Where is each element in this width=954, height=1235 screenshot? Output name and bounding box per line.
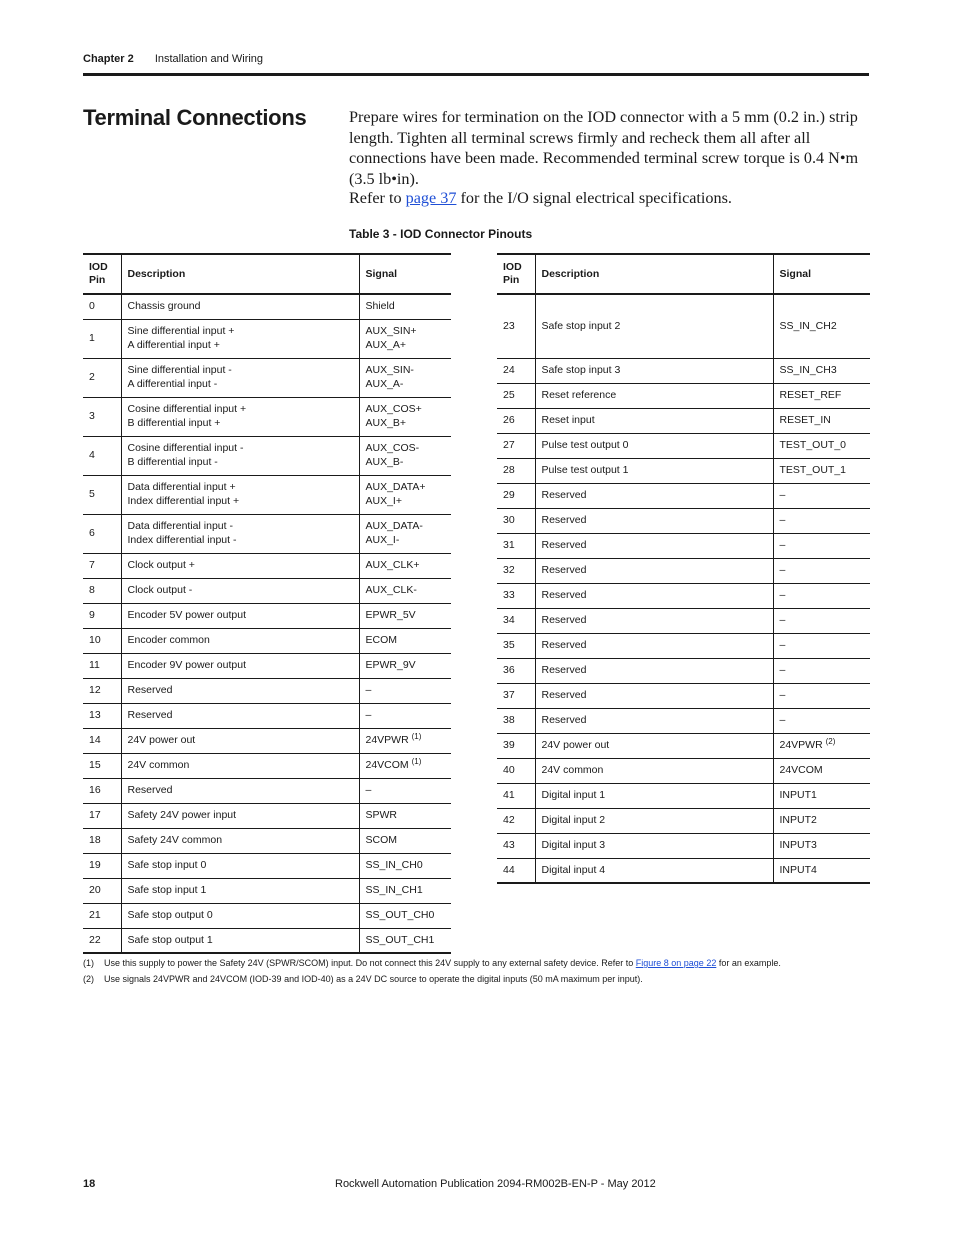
- signal-value: EPWR_9V: [365, 658, 416, 671]
- description-cell: Sine differential input + A differential input +: [121, 319, 359, 358]
- signal-value: AUX_COS- AUX_B-: [365, 442, 420, 468]
- signal-cell: [359, 853, 451, 878]
- pin-cell: 42: [497, 808, 535, 833]
- signal-cell: [359, 475, 451, 514]
- signal-value: –: [365, 708, 372, 721]
- table-row: [497, 358, 870, 383]
- signal-cell: [359, 628, 451, 653]
- description-cell: Reset input: [535, 408, 773, 433]
- pin-cell: 2: [83, 358, 121, 397]
- refer-text-before: Refer to: [349, 189, 406, 207]
- header-divider: [83, 73, 869, 76]
- table-row: [497, 533, 870, 558]
- description-cell: Data differential input - Index differential input -: [121, 514, 359, 553]
- signal-cell: [773, 583, 870, 608]
- signal-value: AUX_CLK+: [365, 558, 420, 571]
- description-cell: 24V power out: [121, 728, 359, 753]
- pin-cell: 30: [497, 508, 535, 533]
- table-row: [497, 858, 870, 883]
- description-cell: Digital input 4: [535, 858, 773, 883]
- pin-cell: 22: [83, 928, 121, 953]
- signal-value: –: [779, 538, 786, 551]
- signal-value: TEST_OUT_0: [779, 438, 847, 451]
- table-row: [497, 483, 870, 508]
- table-row: [83, 436, 451, 475]
- table-row: [83, 514, 451, 553]
- signal-value: SPWR: [365, 808, 397, 821]
- pin-cell: 13: [83, 703, 121, 728]
- table-row: [83, 803, 451, 828]
- header-signal: Signal: [773, 254, 870, 294]
- signal-cell: [773, 558, 870, 583]
- pin-cell: 19: [83, 853, 121, 878]
- signal-cell: [773, 808, 870, 833]
- description-cell: Safe stop input 3: [535, 358, 773, 383]
- header-pin: IOD Pin: [497, 254, 535, 294]
- pin-cell: 25: [497, 383, 535, 408]
- signal-value: INPUT4: [779, 863, 817, 876]
- table-row: [497, 458, 870, 483]
- pin-cell: 27: [497, 433, 535, 458]
- description-cell: Digital input 1: [535, 783, 773, 808]
- description-cell: Sine differential input - A differential input -: [121, 358, 359, 397]
- pin-cell: 36: [497, 658, 535, 683]
- table-row: [83, 778, 451, 803]
- pin-cell: 15: [83, 753, 121, 778]
- table-row: [83, 397, 451, 436]
- table-caption: Table 3 - IOD Connector Pinouts: [349, 227, 533, 241]
- pin-cell: 0: [83, 294, 121, 319]
- table-row: [83, 603, 451, 628]
- signal-value: INPUT1: [779, 788, 817, 801]
- table-row: [83, 753, 451, 778]
- table-row: [83, 578, 451, 603]
- chapter-title: Installation and Wiring: [154, 53, 264, 65]
- signal-cell: [359, 903, 451, 928]
- description-cell: Encoder common: [121, 628, 359, 653]
- table-row: [497, 294, 870, 358]
- table-row: [497, 783, 870, 808]
- pin-cell: 18: [83, 828, 121, 853]
- description-cell: Pulse test output 1: [535, 458, 773, 483]
- pin-cell: 34: [497, 608, 535, 633]
- signal-cell: [359, 703, 451, 728]
- signal-cell: [773, 833, 870, 858]
- signal-value: RESET_REF: [779, 388, 842, 401]
- table-row: [83, 903, 451, 928]
- table-row: [497, 558, 870, 583]
- table-row: [83, 294, 451, 319]
- description-cell: Reserved: [121, 703, 359, 728]
- signal-cell: [359, 514, 451, 553]
- figure-8-link[interactable]: Figure 8 on page 22: [635, 958, 717, 968]
- pin-cell: 38: [497, 708, 535, 733]
- signal-value: 24VCOM: [365, 758, 409, 771]
- pin-cell: 29: [497, 483, 535, 508]
- signal-value: TEST_OUT_1: [779, 463, 847, 476]
- table-row: [83, 828, 451, 853]
- pin-cell: 23: [497, 294, 535, 358]
- description-cell: Safe stop input 0: [121, 853, 359, 878]
- signal-cell: [359, 436, 451, 475]
- signal-cell: [359, 603, 451, 628]
- signal-value: –: [779, 613, 786, 626]
- footnote-ref: (2): [825, 736, 836, 746]
- table-row: [497, 708, 870, 733]
- description-cell: Reserved: [535, 683, 773, 708]
- description-cell: Reserved: [535, 583, 773, 608]
- footnote-ref: (1): [411, 731, 422, 741]
- signal-value: EPWR_5V: [365, 608, 416, 621]
- pin-cell: 44: [497, 858, 535, 883]
- table-row: [83, 358, 451, 397]
- table-row: [497, 633, 870, 658]
- description-cell: Reserved: [535, 658, 773, 683]
- description-cell: Chassis ground: [121, 294, 359, 319]
- description-cell: Reserved: [535, 633, 773, 658]
- signal-value: SS_OUT_CH1: [365, 933, 435, 946]
- signal-value: SS_IN_CH3: [779, 363, 837, 376]
- pin-cell: 41: [497, 783, 535, 808]
- description-cell: Reset reference: [535, 383, 773, 408]
- pin-cell: 4: [83, 436, 121, 475]
- signal-value: INPUT3: [779, 838, 817, 851]
- description-cell: Data differential input + Index differential input +: [121, 475, 359, 514]
- signal-cell: [773, 683, 870, 708]
- pin-cell: 14: [83, 728, 121, 753]
- description-cell: Safety 24V power input: [121, 803, 359, 828]
- pin-cell: 28: [497, 458, 535, 483]
- description-cell: Cosine differential input + B differential input +: [121, 397, 359, 436]
- pin-cell: 20: [83, 878, 121, 903]
- signal-cell: [773, 483, 870, 508]
- table-row: [497, 808, 870, 833]
- signal-value: SS_IN_CH0: [365, 858, 423, 871]
- signal-cell: [359, 678, 451, 703]
- table-row: [497, 733, 870, 758]
- table-row: [83, 678, 451, 703]
- table-header-row: [497, 254, 870, 294]
- pin-cell: 11: [83, 653, 121, 678]
- signal-cell: [359, 928, 451, 953]
- signal-value: 24VCOM: [779, 763, 823, 776]
- signal-cell: [359, 358, 451, 397]
- description-cell: Safe stop input 1: [121, 878, 359, 903]
- table-row: [497, 683, 870, 708]
- footnote-text: Use signals 24VPWR and 24VCOM (IOD-39 and IOD-40) as a 24V DC source to operate the digital inputs (50 mA maximum per input).: [104, 974, 643, 984]
- publication-info: Rockwell Automation Publication 2094-RM002B-EN-P - May 2012: [335, 1178, 656, 1190]
- refer-paragraph: [349, 189, 732, 208]
- pin-cell: 3: [83, 397, 121, 436]
- section-title: Terminal Connections: [83, 105, 307, 130]
- page-header: [83, 53, 263, 65]
- signal-cell: [359, 397, 451, 436]
- description-cell: Reserved: [535, 608, 773, 633]
- pin-cell: 9: [83, 603, 121, 628]
- footnote-number: (1): [83, 958, 94, 968]
- signal-cell: [359, 653, 451, 678]
- chapter-label: Chapter 2: [83, 53, 134, 65]
- footnote-1: [83, 958, 781, 968]
- pin-cell: 24: [497, 358, 535, 383]
- table-row: [83, 928, 451, 953]
- footnote-text-after: for an example.: [716, 958, 781, 968]
- description-cell: Safe stop input 2: [535, 294, 773, 358]
- signal-value: –: [779, 638, 786, 651]
- table-row: [83, 553, 451, 578]
- signal-value: SCOM: [365, 833, 397, 846]
- pin-cell: 31: [497, 533, 535, 558]
- signal-value: SS_IN_CH1: [365, 883, 423, 896]
- pin-cell: 17: [83, 803, 121, 828]
- description-cell: Reserved: [535, 533, 773, 558]
- table-row: [497, 833, 870, 858]
- signal-cell: [773, 608, 870, 633]
- signal-value: AUX_DATA- AUX_I-: [365, 520, 423, 546]
- signal-cell: [359, 728, 451, 753]
- signal-cell: [773, 858, 870, 883]
- description-cell: Safe stop output 1: [121, 928, 359, 953]
- table-row: [497, 583, 870, 608]
- signal-cell: [773, 508, 870, 533]
- pin-cell: 10: [83, 628, 121, 653]
- pin-cell: 16: [83, 778, 121, 803]
- signal-cell: [773, 733, 870, 758]
- pin-cell: 26: [497, 408, 535, 433]
- signal-cell: [773, 383, 870, 408]
- signal-value: –: [779, 488, 786, 501]
- pin-cell: 5: [83, 475, 121, 514]
- signal-value: –: [365, 683, 372, 696]
- description-cell: Reserved: [535, 708, 773, 733]
- signal-cell: [773, 758, 870, 783]
- pin-cell: 32: [497, 558, 535, 583]
- refer-text-after: for the I/O signal electrical specifications.: [456, 189, 732, 207]
- description-cell: Clock output -: [121, 578, 359, 603]
- signal-cell: [359, 778, 451, 803]
- signal-value: ECOM: [365, 633, 397, 646]
- signal-value: RESET_IN: [779, 413, 831, 426]
- description-cell: 24V power out: [535, 733, 773, 758]
- footnote-2: [83, 974, 643, 984]
- table-row: [83, 853, 451, 878]
- description-cell: Encoder 5V power output: [121, 603, 359, 628]
- description-cell: Digital input 2: [535, 808, 773, 833]
- signal-cell: [773, 358, 870, 383]
- signal-cell: [359, 553, 451, 578]
- signal-value: Shield: [365, 300, 395, 312]
- pin-cell: 6: [83, 514, 121, 553]
- description-cell: Reserved: [121, 678, 359, 703]
- table-row: [83, 878, 451, 903]
- description-cell: 24V common: [535, 758, 773, 783]
- signal-cell: [773, 458, 870, 483]
- table-row: [83, 728, 451, 753]
- signal-value: –: [779, 688, 786, 701]
- description-cell: Reserved: [121, 778, 359, 803]
- pin-cell: 33: [497, 583, 535, 608]
- footnote-number: (2): [83, 974, 94, 984]
- footnote-ref: (1): [411, 756, 422, 766]
- table-row: [497, 383, 870, 408]
- signal-cell: [773, 408, 870, 433]
- table-header-row: [83, 254, 451, 294]
- footnote-text: Use this supply to power the Safety 24V (SPWR/SCOM) input. Do not connect this 24V supply to any external safety device. Refer to: [104, 958, 636, 968]
- signal-value: AUX_DATA+ AUX_I+: [365, 481, 426, 507]
- signal-cell: [773, 533, 870, 558]
- signal-cell: [773, 783, 870, 808]
- signal-cell: [773, 633, 870, 658]
- signal-value: –: [779, 563, 786, 576]
- signal-value: SS_IN_CH2: [779, 319, 837, 332]
- description-cell: Encoder 9V power output: [121, 653, 359, 678]
- signal-cell: [773, 708, 870, 733]
- table-body-left: [83, 294, 451, 953]
- header-pin: IOD Pin: [83, 254, 121, 294]
- signal-value: 24VPWR: [365, 733, 409, 746]
- page-37-link[interactable]: page 37: [405, 189, 457, 207]
- table-row: [497, 608, 870, 633]
- description-cell: Digital input 3: [535, 833, 773, 858]
- signal-value: –: [365, 783, 372, 796]
- table-row: [497, 658, 870, 683]
- description-cell: Safety 24V common: [121, 828, 359, 853]
- pin-cell: 7: [83, 553, 121, 578]
- description-cell: Cosine differential input - B differential input -: [121, 436, 359, 475]
- pin-cell: 35: [497, 633, 535, 658]
- signal-value: 24VPWR: [779, 738, 823, 751]
- table-row: [83, 703, 451, 728]
- signal-value: AUX_SIN- AUX_A-: [365, 364, 414, 390]
- signal-value: INPUT2: [779, 813, 817, 826]
- description-cell: Safe stop output 0: [121, 903, 359, 928]
- description-cell: Reserved: [535, 558, 773, 583]
- table-row: [497, 433, 870, 458]
- signal-value: SS_OUT_CH0: [365, 908, 435, 921]
- signal-cell: [359, 753, 451, 778]
- table-row: [83, 319, 451, 358]
- pin-cell: 40: [497, 758, 535, 783]
- signal-cell: [359, 578, 451, 603]
- intro-paragraph: Prepare wires for termination on the IOD connector with a 5 mm (0.2 in.) strip length. Tighten all terminal screws firmly and recheck them all after all connections have been made. Recommended terminal screw torque is 0.4 N•m (3.5 lb•in).: [349, 108, 859, 188]
- signal-cell: [359, 803, 451, 828]
- table-row: [497, 408, 870, 433]
- signal-value: –: [779, 663, 786, 676]
- header-description: Description: [121, 254, 359, 294]
- signal-cell: [359, 319, 451, 358]
- pin-cell: 39: [497, 733, 535, 758]
- signal-cell: [359, 828, 451, 853]
- description-cell: Clock output +: [121, 553, 359, 578]
- header-signal: Signal: [359, 254, 451, 294]
- table-body-right: [497, 294, 870, 883]
- page-number: 18: [83, 1178, 96, 1190]
- table-row: [83, 653, 451, 678]
- pin-cell: 21: [83, 903, 121, 928]
- signal-value: –: [779, 588, 786, 601]
- description-cell: Reserved: [535, 508, 773, 533]
- signal-value: AUX_SIN+ AUX_A+: [365, 325, 417, 351]
- pin-cell: 12: [83, 678, 121, 703]
- signal-value: –: [779, 713, 786, 726]
- table-row: [83, 628, 451, 653]
- header-description: Description: [535, 254, 773, 294]
- signal-cell: [773, 658, 870, 683]
- pin-cell: 43: [497, 833, 535, 858]
- table-row: [497, 508, 870, 533]
- signal-cell: [359, 878, 451, 903]
- description-cell: 24V common: [121, 753, 359, 778]
- pinout-table-right: [497, 253, 870, 884]
- pinout-table-left: [83, 253, 451, 954]
- description-cell: Reserved: [535, 483, 773, 508]
- signal-cell: [773, 433, 870, 458]
- signal-value: AUX_COS+ AUX_B+: [365, 403, 422, 429]
- table-row: [497, 758, 870, 783]
- signal-cell: [773, 294, 870, 358]
- pin-cell: 1: [83, 319, 121, 358]
- table-row: [83, 475, 451, 514]
- signal-value: –: [779, 513, 786, 526]
- pin-cell: 37: [497, 683, 535, 708]
- description-cell: Pulse test output 0: [535, 433, 773, 458]
- signal-value: AUX_CLK-: [365, 583, 417, 596]
- signal-cell: [359, 294, 451, 319]
- pin-cell: 8: [83, 578, 121, 603]
